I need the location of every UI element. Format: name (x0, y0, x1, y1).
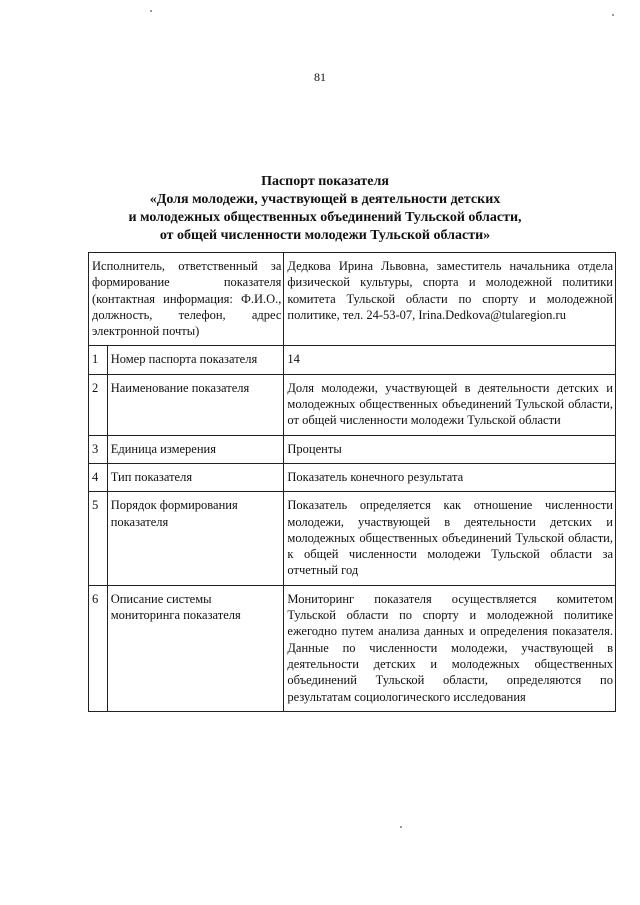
title-line-2: «Доля молодежи, участвующей в деятельности детских (149, 192, 501, 207)
row-number: 4 (89, 463, 108, 491)
row-name: Порядок формирования показателя (107, 492, 284, 585)
row-name: Единица измерения (107, 435, 284, 463)
scan-speck (150, 10, 152, 12)
row-value: 14 (284, 346, 616, 374)
row-number: 5 (89, 492, 108, 585)
row-value: Проценты (284, 435, 616, 463)
table-row (89, 346, 616, 374)
row-name: Номер паспорта показателя (107, 346, 284, 374)
row-value: Мониторинг показателя осуществляется комитетом Тульской области по спорту и молодежной политике ежегодно путем анализа данных и определения показателя. Данные по численности молодежи, участвующей в деятельности детских и молодежных общественных объединений Тульской области, определяются по результатам социологического исследования (284, 585, 616, 711)
row-number: 1 (89, 346, 108, 374)
title-line-3: и молодежных общественных объединений Тульской области, (128, 210, 522, 225)
document-title (90, 173, 560, 245)
executor-label: Исполнитель, ответственный за формирование показателя (контактная информация: Ф.И.О., должность, телефон, адрес электронной почты) (89, 253, 284, 346)
table-row-executor (89, 253, 616, 346)
row-value: Показатель конечного результата (284, 463, 616, 491)
page-number: 81 (314, 70, 326, 84)
row-name: Тип показателя (107, 463, 284, 491)
row-value: Доля молодежи, участвующей в деятельности детских и молодежных общественных объединений Тульской области, от общей численности молодежи Тульской области (284, 374, 616, 435)
row-name: Описание системы мониторинга показателя (107, 585, 284, 711)
row-name: Наименование показателя (107, 374, 284, 435)
row-value: Показатель определяется как отношение численности молодежи, участвующей в деятельности детских и молодежных общественных объединений Тульской области, к общей численности молодежи Тульской области за отчетный год (284, 492, 616, 585)
table-row (89, 463, 616, 491)
scan-speck (400, 826, 402, 828)
row-number: 6 (89, 585, 108, 711)
table-row (89, 492, 616, 585)
row-number: 3 (89, 435, 108, 463)
passport-table (88, 252, 616, 712)
table-row (89, 435, 616, 463)
executor-value: Дедкова Ирина Львовна, заместитель начальника отдела физической культуры, спорта и молодежной политики комитета Тульской области по спорту и молодежной политике, тел. 24-53-07, Irina.Dedkova@tularegion.ru (284, 253, 616, 346)
scan-speck (612, 14, 614, 16)
table-row (89, 585, 616, 711)
title-line-4: от общей численности молодежи Тульской области» (159, 228, 491, 243)
table-row (89, 374, 616, 435)
row-number: 2 (89, 374, 108, 435)
title-line-1: Паспорт показателя (261, 174, 389, 189)
